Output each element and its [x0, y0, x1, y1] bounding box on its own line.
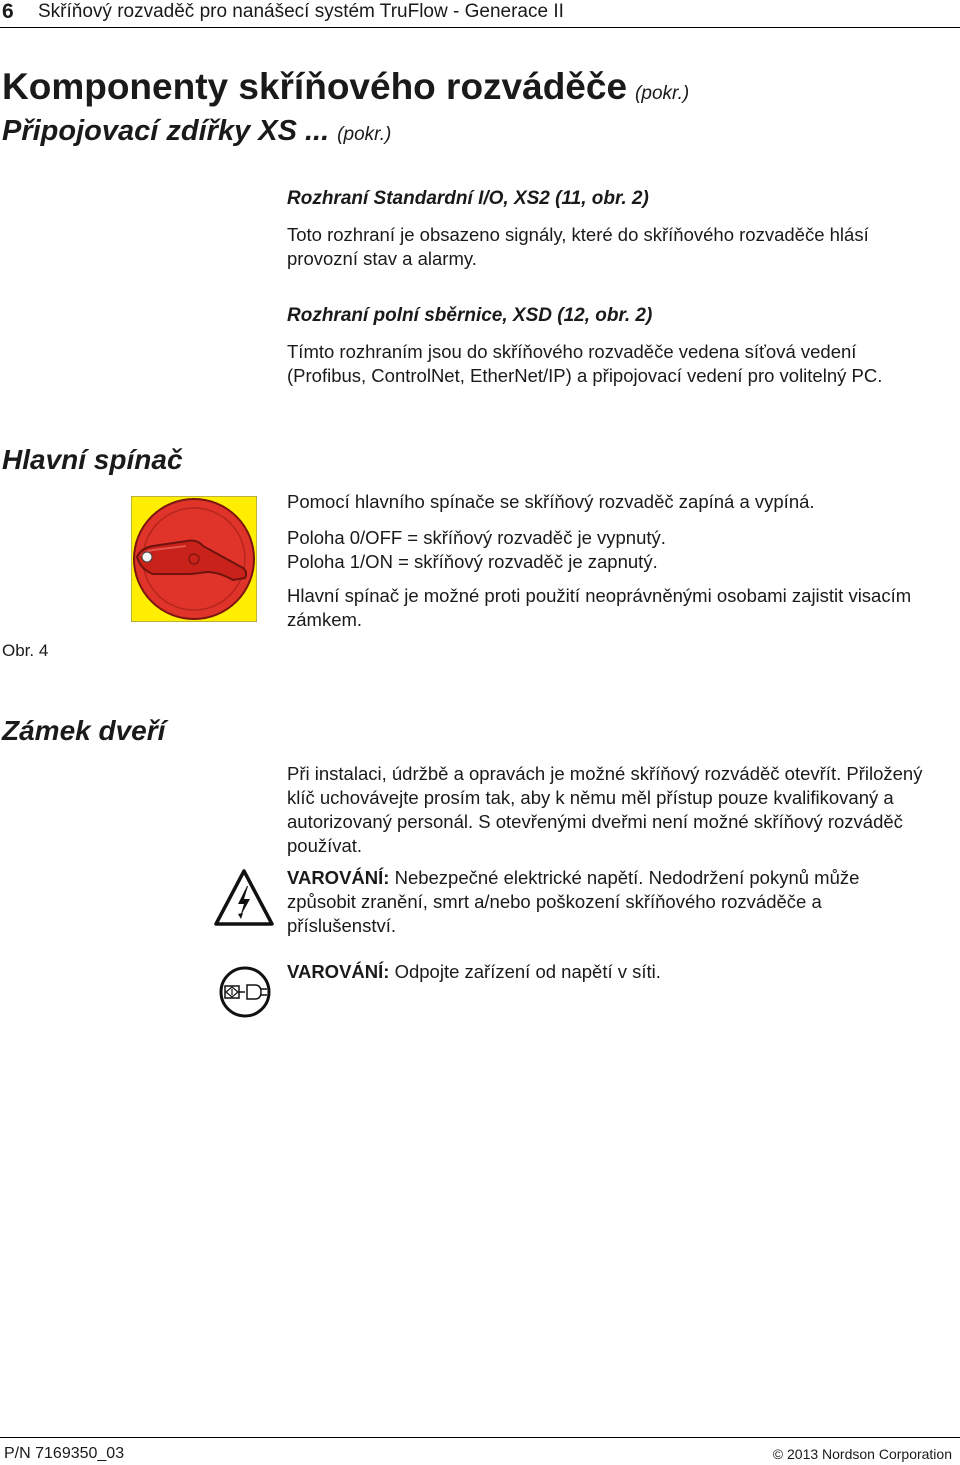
- warning-voltage: [287, 866, 957, 938]
- door-lock-heading: Zámek dveří: [2, 715, 166, 746]
- text-line: příslušenství.: [287, 915, 396, 936]
- text-line: používat.: [287, 835, 363, 856]
- main-switch-heading: Hlavní spínač: [2, 444, 183, 475]
- warning-text: Odpojte zařízení od napětí v síti.: [394, 961, 661, 982]
- main-switch-image: [131, 496, 257, 622]
- main-switch-icon: [131, 496, 257, 622]
- continued-label: (pokr.): [635, 83, 690, 104]
- text-line: Hlavní spínač je možné proti použití neoprávněnými osobami zajistit visacím: [287, 585, 912, 606]
- footer-divider: [0, 1437, 960, 1438]
- main-switch-description: [287, 490, 957, 632]
- running-header-title: Skříňový rozvaděč pro nanášecí systém TruFlow - Generace II: [38, 1, 564, 22]
- continued-label: (pokr.): [337, 124, 392, 145]
- text-line: Při instalaci, údržbě a opravách je možné skříňový rozváděč otevřít. Přiložený: [287, 763, 923, 784]
- text-line: [287, 960, 957, 984]
- text-line: Poloha 0/OFF = skříňový rozvaděč je vypnutý.: [287, 527, 666, 548]
- text-line: Pomocí hlavního spínače se skříňový rozvaděč zapíná a vypíná.: [287, 491, 815, 512]
- text-line: Toto rozhraní je obsazeno signály, které do skříňového rozvaděče hlásí: [287, 224, 869, 245]
- disconnect-power-icon: [217, 964, 273, 1020]
- text-line: [287, 866, 957, 890]
- door-lock-description: [287, 762, 957, 858]
- warning-label: VAROVÁNÍ:: [287, 961, 390, 982]
- copyright: © 2013 Nordson Corporation: [772, 1446, 952, 1462]
- warning-text: Nebezpečné elektrické napětí. Nedodržení pokynů může: [394, 867, 860, 888]
- text-line: autorizovaný personál. S otevřenými dveřmi není možné skříňový rozváděč: [287, 811, 903, 832]
- header-divider: [0, 27, 960, 28]
- xs2-description: [287, 223, 957, 271]
- warning-label: VAROVÁNÍ:: [287, 867, 390, 888]
- section-heading-text: Komponenty skříňového rozváděče: [2, 66, 628, 107]
- xsd-title: Rozhraní polní sběrnice, XSD (12, obr. 2): [287, 305, 653, 326]
- text-line: (Profibus, ControlNet, EtherNet/IP) a připojovací vedení pro volitelný PC.: [287, 365, 883, 386]
- subsection-heading: [2, 115, 391, 148]
- page-number: 6: [2, 0, 14, 23]
- text-line: Tímto rozhraním jsou do skříňového rozvaděče vedena síťová vedení: [287, 341, 857, 362]
- text-line: zámkem.: [287, 609, 363, 630]
- text-line: způsobit zranění, smrt a/nebo poškození skříňového rozváděče a: [287, 891, 822, 912]
- xs2-title: Rozhraní Standardní I/O, XS2 (11, obr. 2): [287, 188, 649, 209]
- electrical-hazard-icon: [213, 868, 275, 928]
- section-heading: [2, 66, 689, 108]
- warning-disconnect: [287, 960, 957, 984]
- text-line: klíč uchovávejte prosím tak, aby k němu měl přístup pouze kvalifikovaný a: [287, 787, 894, 808]
- figure-label: Obr. 4: [2, 641, 49, 660]
- xsd-description: [287, 340, 957, 388]
- part-number: P/N 7169350_03: [4, 1445, 125, 1462]
- text-line: Poloha 1/ON = skříňový rozvaděč je zapnutý.: [287, 551, 658, 572]
- subsection-heading-text: Připojovací zdířky XS ...: [2, 115, 330, 147]
- text-line: provozní stav a alarmy.: [287, 248, 477, 269]
